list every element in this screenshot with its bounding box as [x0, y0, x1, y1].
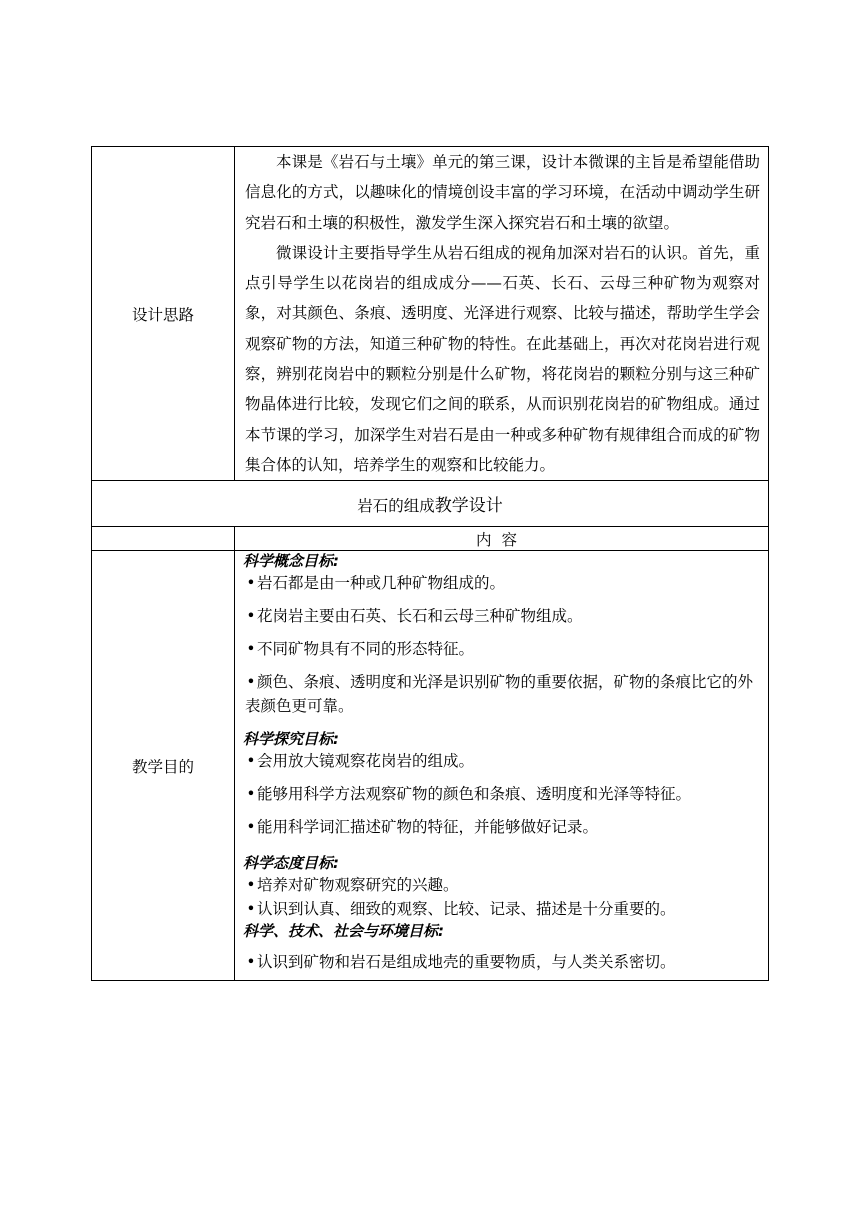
goal-heading: 科学概念目标: [243, 552, 339, 571]
goal-item: •能够用科学方法观察矿物的颜色和条痕、透明度和光泽等特征。 [243, 782, 760, 806]
section-title-emphasis: 教学设计 [434, 496, 503, 517]
objectives-row [92, 551, 769, 981]
section-title-row [92, 481, 769, 527]
design-paragraph: 微课设计主要指导学生从岩石组成的视角加深对岩石的认识。首先，重点引导学生以花岗岩的组成成分——石英、长石、云母三种矿物为观察对象，对其颜色、条痕、透明度、光泽进行观察、比较与描述，帮助学生学会观察矿物的方法，知道三种矿物的特性。在此基础上，再次对花岗岩进行观察，辨别花岗岩中的颗粒分别是什么矿物，将花岗岩的颗粒分别与这三种矿物晶体进行比较，发现它们之间的联系，从而识别花岗岩的矿物组成。通过本节课的学习，加深学生对岩石是由一种或多种矿物有规律组合而成的矿物集合体的认知，培养学生的观察和比较能力。 [245, 243, 760, 474]
bullet: • [246, 752, 256, 771]
goal-item: •不同矿物具有不同的形态特征。 [243, 637, 760, 661]
content-header-empty [92, 527, 235, 551]
bullet: • [246, 900, 256, 919]
bullet: • [246, 574, 256, 593]
lesson-plan-table [91, 146, 769, 981]
bullet: • [246, 953, 256, 972]
goal-heading: 科学探究目标: [243, 730, 339, 749]
design-row [92, 147, 769, 481]
design-paragraph: 本课是《岩石与土壤》单元的第三课，设计本微课的主旨是希望能借助信息化的方式，以趣味化的情境创设丰富的学习环境，在活动中调动学生研究岩石和土壤的积极性，激发学生深入探究岩石和土壤的欲望。 [245, 153, 760, 232]
goal-item: •颜色、条痕、透明度和光泽是识别矿物的重要依据，矿物的条痕比它的外表颜色更可靠。 [243, 670, 760, 718]
goal-heading: 科学态度目标: [243, 854, 339, 873]
objectives-label: 教学目的 [92, 551, 235, 981]
goal-item: •认识到矿物和岩石是组成地壳的重要物质，与人类关系密切。 [243, 950, 760, 974]
bullet: • [246, 785, 256, 804]
goal-item: •能用科学词汇描述矿物的特征，并能够做好记录。 [243, 815, 760, 839]
content-header: 内容 [235, 527, 769, 551]
section-title-plain: 岩石的组成 [357, 497, 435, 516]
goal-item: •花岗岩主要由石英、长石和云母三种矿物组成。 [243, 604, 760, 628]
goal-item: •会用放大镜观察花岗岩的组成。 [243, 749, 760, 773]
section-title [92, 481, 769, 527]
bullet: • [246, 640, 256, 659]
design-label: 设计思路 [92, 147, 235, 481]
content-header-row [92, 527, 769, 551]
bullet: • [246, 818, 256, 837]
goal-heading: 科学、技术、社会与环境目标: [243, 922, 444, 941]
bullet: • [246, 607, 256, 626]
goal-item: •岩石都是由一种或几种矿物组成的。 [243, 571, 760, 595]
bullet: • [246, 876, 256, 895]
goal-item: •认识到认真、细致的观察、比较、记录、描述是十分重要的。 [243, 897, 760, 921]
design-content [235, 147, 769, 481]
bullet: • [246, 673, 256, 692]
goal-item: •培养对矿物观察研究的兴趣。 [243, 873, 760, 897]
objectives-content [235, 551, 769, 981]
